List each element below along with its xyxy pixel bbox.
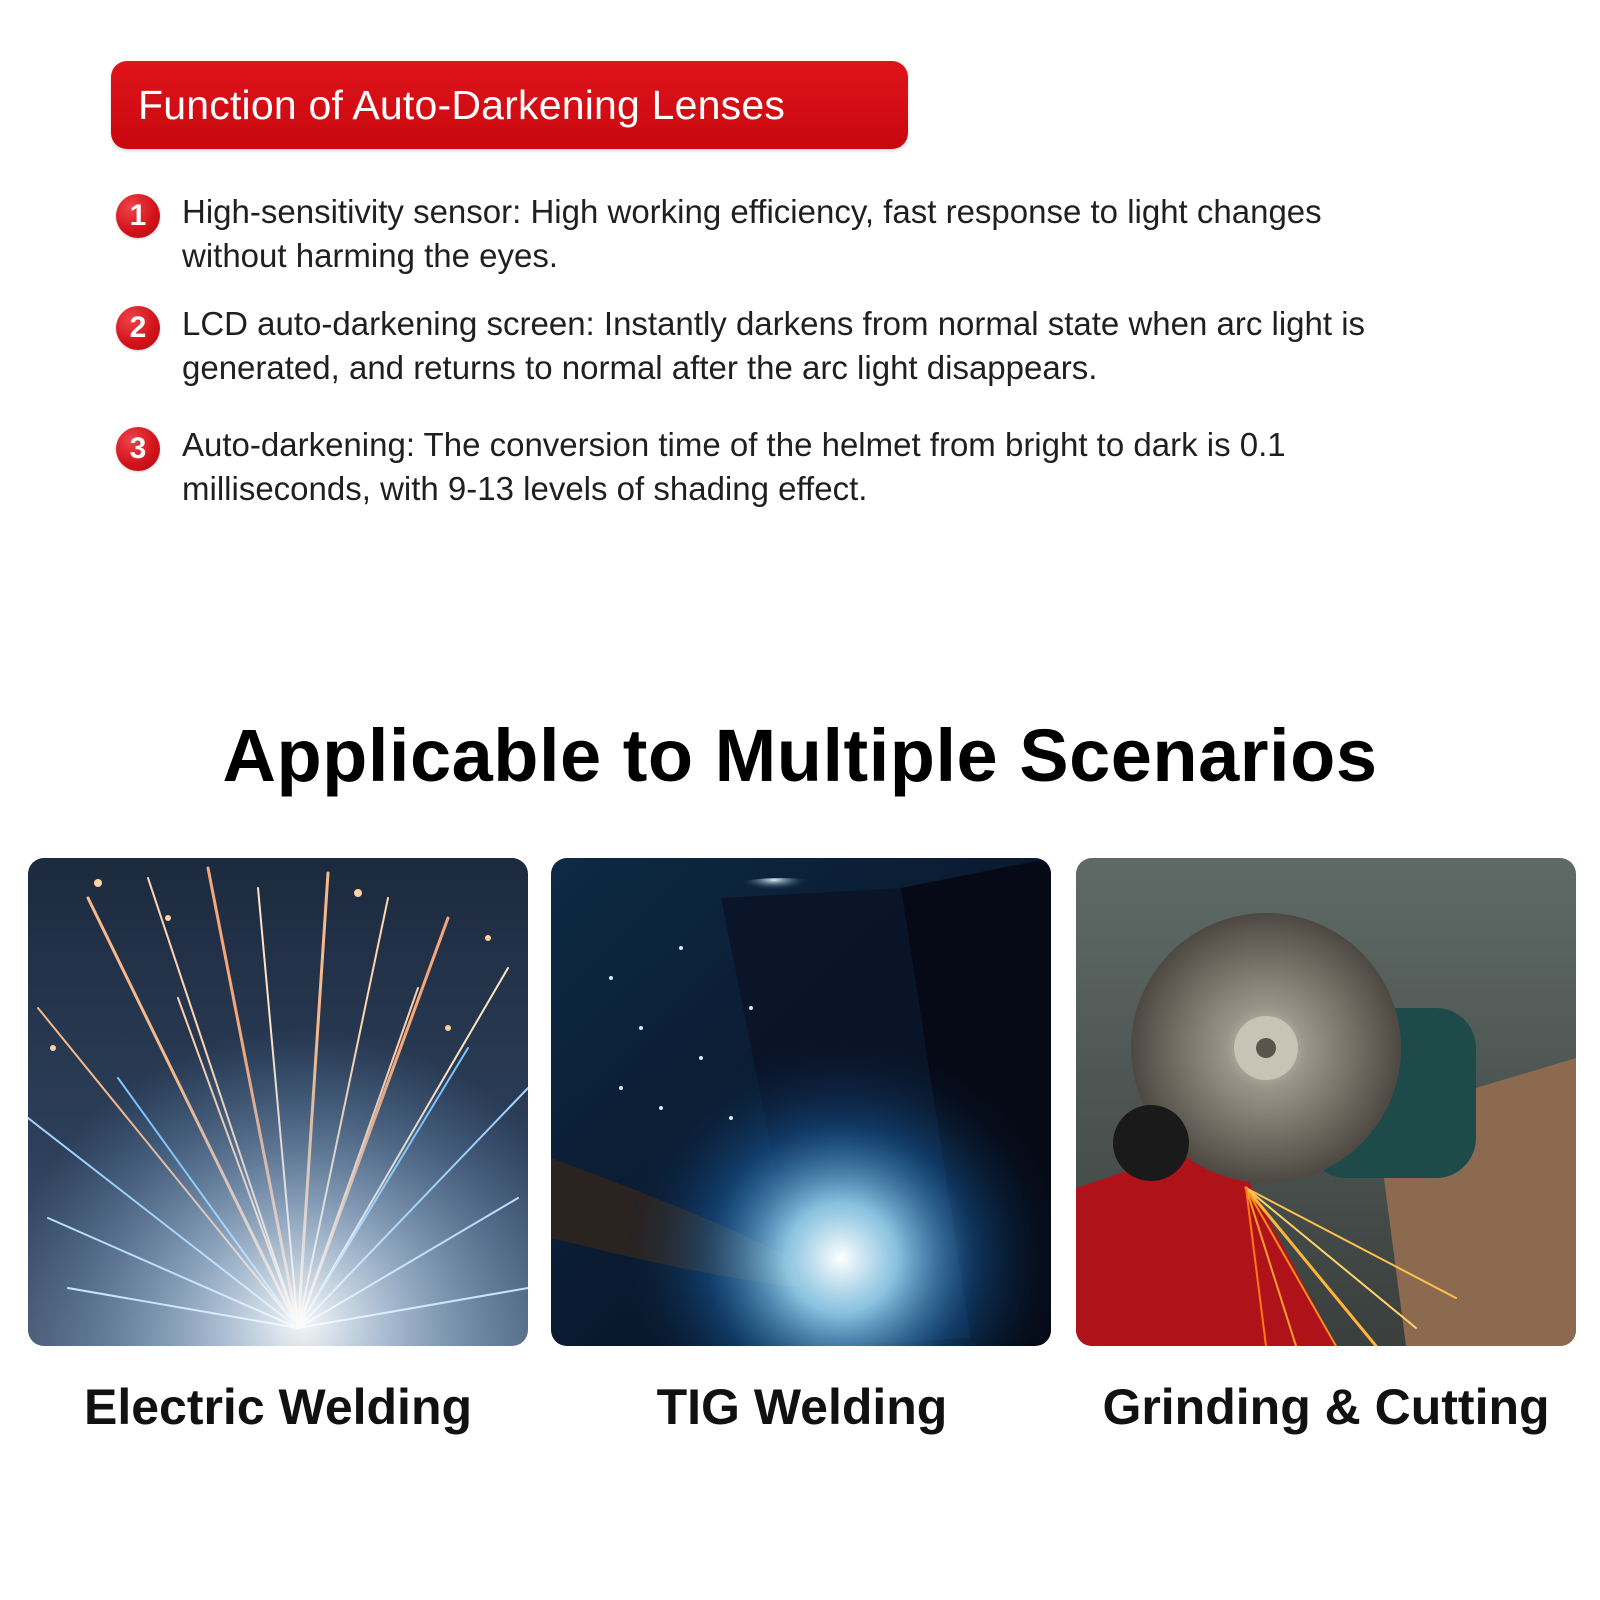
- electric-welding-image: [28, 858, 528, 1346]
- lens-function-title: Function of Auto-Darkening Lenses: [138, 81, 786, 128]
- tig-welding-label: TIG Welding: [656, 1379, 948, 1435]
- feature-item-auto-darkening: [116, 423, 1416, 511]
- feature-text: LCD auto-darkening screen: Instantly darkens from normal state when arc light is generated, and returns to normal after the arc light disappears.: [182, 305, 1366, 386]
- tig-welding-illustration: [551, 858, 1051, 1346]
- lens-function-banner: [111, 61, 908, 149]
- feature-item-sensor: [116, 190, 1416, 278]
- electric-welding-label: Electric Welding: [83, 1379, 473, 1435]
- feature-number-badge: 3: [116, 427, 160, 471]
- feature-text: High-sensitivity sensor: High working efficiency, fast response to light changes without harming the eyes.: [182, 193, 1322, 274]
- grinding-cutting-illustration: [1076, 858, 1576, 1346]
- feature-number-badge: 1: [116, 194, 160, 238]
- electric-welding-sparks-illustration: [28, 858, 528, 1346]
- feature-number-badge: 2: [116, 306, 160, 350]
- feature-item-lcd-screen: [116, 302, 1416, 390]
- scenarios-heading: Applicable to Multiple Scenarios: [222, 714, 1378, 797]
- feature-text: Auto-darkening: The conversion time of the helmet from bright to dark is 0.1 milliseconds, with 9-13 levels of shading effect.: [182, 426, 1286, 507]
- tig-welding-image: [551, 858, 1051, 1346]
- grinding-cutting-label: Grinding & Cutting: [1102, 1379, 1550, 1435]
- grinding-cutting-image: [1076, 858, 1576, 1346]
